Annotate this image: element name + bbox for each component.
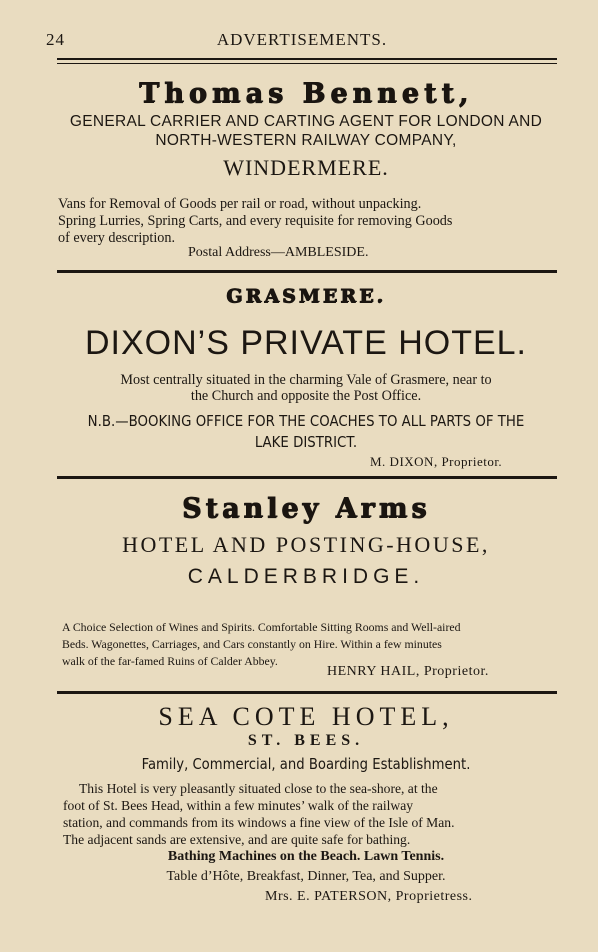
seacote-name: SEA COTE HOTEL, bbox=[158, 702, 454, 731]
bennett-body-line3: of every description. bbox=[58, 230, 176, 246]
dixon-body-line1: Most centrally situated in the charming Vale of Grasmere, near to bbox=[120, 372, 492, 388]
dixon-name: DIXON’S PRIVATE HOTEL. bbox=[84, 324, 528, 362]
stanley-body bbox=[62, 619, 562, 670]
page-header bbox=[46, 30, 558, 52]
page-number: 24 bbox=[46, 30, 65, 49]
seacote-place: ST. BEES. bbox=[247, 732, 365, 749]
seacote-table: Table d’Hôte, Breakfast, Dinner, Tea, and Supper. bbox=[166, 869, 446, 884]
seacote-body-line1: This Hotel is very pleasantly situated close to the sea-shore, at the bbox=[79, 781, 438, 796]
dixon-nb-line2: LAKE DISTRICT. bbox=[254, 433, 358, 451]
header-rule bbox=[57, 58, 557, 64]
seacote-body-line4: The adjacent sands are extensive, and are quite safe for bathing. bbox=[63, 832, 411, 847]
stanley-body-line3: walk of the far-famed Ruins of Calder Abbey. bbox=[62, 654, 278, 668]
stanley-proprietor: HENRY HAIL, Proprietor. bbox=[327, 664, 489, 679]
seacote-body bbox=[63, 780, 563, 848]
seacote-body-line3: station, and commands from its windows a fine view of the Isle of Man. bbox=[63, 815, 455, 830]
seacote-proprietor: Mrs. E. PATERSON, Proprietress. bbox=[265, 889, 473, 904]
page-title: ADVERTISEMENTS. bbox=[216, 30, 388, 49]
bennett-postal: Postal Address—AMBLESIDE. bbox=[188, 245, 369, 260]
divider-2 bbox=[57, 476, 557, 479]
bennett-name: Thomas Bennett, bbox=[138, 78, 474, 109]
dixon-body bbox=[50, 372, 562, 404]
stanley-line1: HOTEL AND POSTING-HOUSE, bbox=[122, 532, 490, 557]
bennett-body-line1: Vans for Removal of Goods per rail or road, without unpacking. bbox=[58, 196, 422, 212]
bennett-body bbox=[58, 196, 568, 247]
bennett-line1: GENERAL CARRIER AND CARTING AGENT FOR LONDON AND bbox=[69, 113, 543, 130]
bennett-body-line2: Spring Lurries, Spring Carts, and every requisite for removing Goods bbox=[58, 213, 453, 229]
stanley-body-line1: A Choice Selection of Wines and Spirits. Comfortable Sitting Rooms and Well-aired bbox=[62, 620, 461, 634]
bennett-line2: NORTH-WESTERN RAILWAY COMPANY, bbox=[155, 132, 457, 149]
seacote-subtitle: Family, Commercial, and Boarding Establishment. bbox=[141, 755, 471, 773]
dixon-nb-line1: N.B.—BOOKING OFFICE FOR THE COACHES TO ALL PARTS OF THE bbox=[87, 412, 525, 430]
dixon-body-line2: the Church and opposite the Post Office. bbox=[190, 388, 422, 404]
divider-3 bbox=[57, 691, 557, 694]
dixon-proprietor: M. DIXON, Proprietor. bbox=[370, 454, 503, 469]
stanley-place: CALDERBRIDGE. bbox=[187, 565, 425, 588]
grasmere-heading: GRASMERE. bbox=[226, 285, 386, 307]
stanley-name: Stanley Arms bbox=[181, 493, 431, 524]
stanley-body-line2: Beds. Wagonettes, Carriages, and Cars constantly on Hire. Within a few minutes bbox=[62, 637, 442, 651]
seacote-bathing: Bathing Machines on the Beach. Lawn Tennis. bbox=[167, 849, 445, 864]
divider-1 bbox=[57, 270, 557, 273]
bennett-place: WINDERMERE. bbox=[223, 155, 389, 180]
seacote-body-line2: foot of St. Bees Head, within a few minutes’ walk of the railway bbox=[63, 798, 414, 813]
